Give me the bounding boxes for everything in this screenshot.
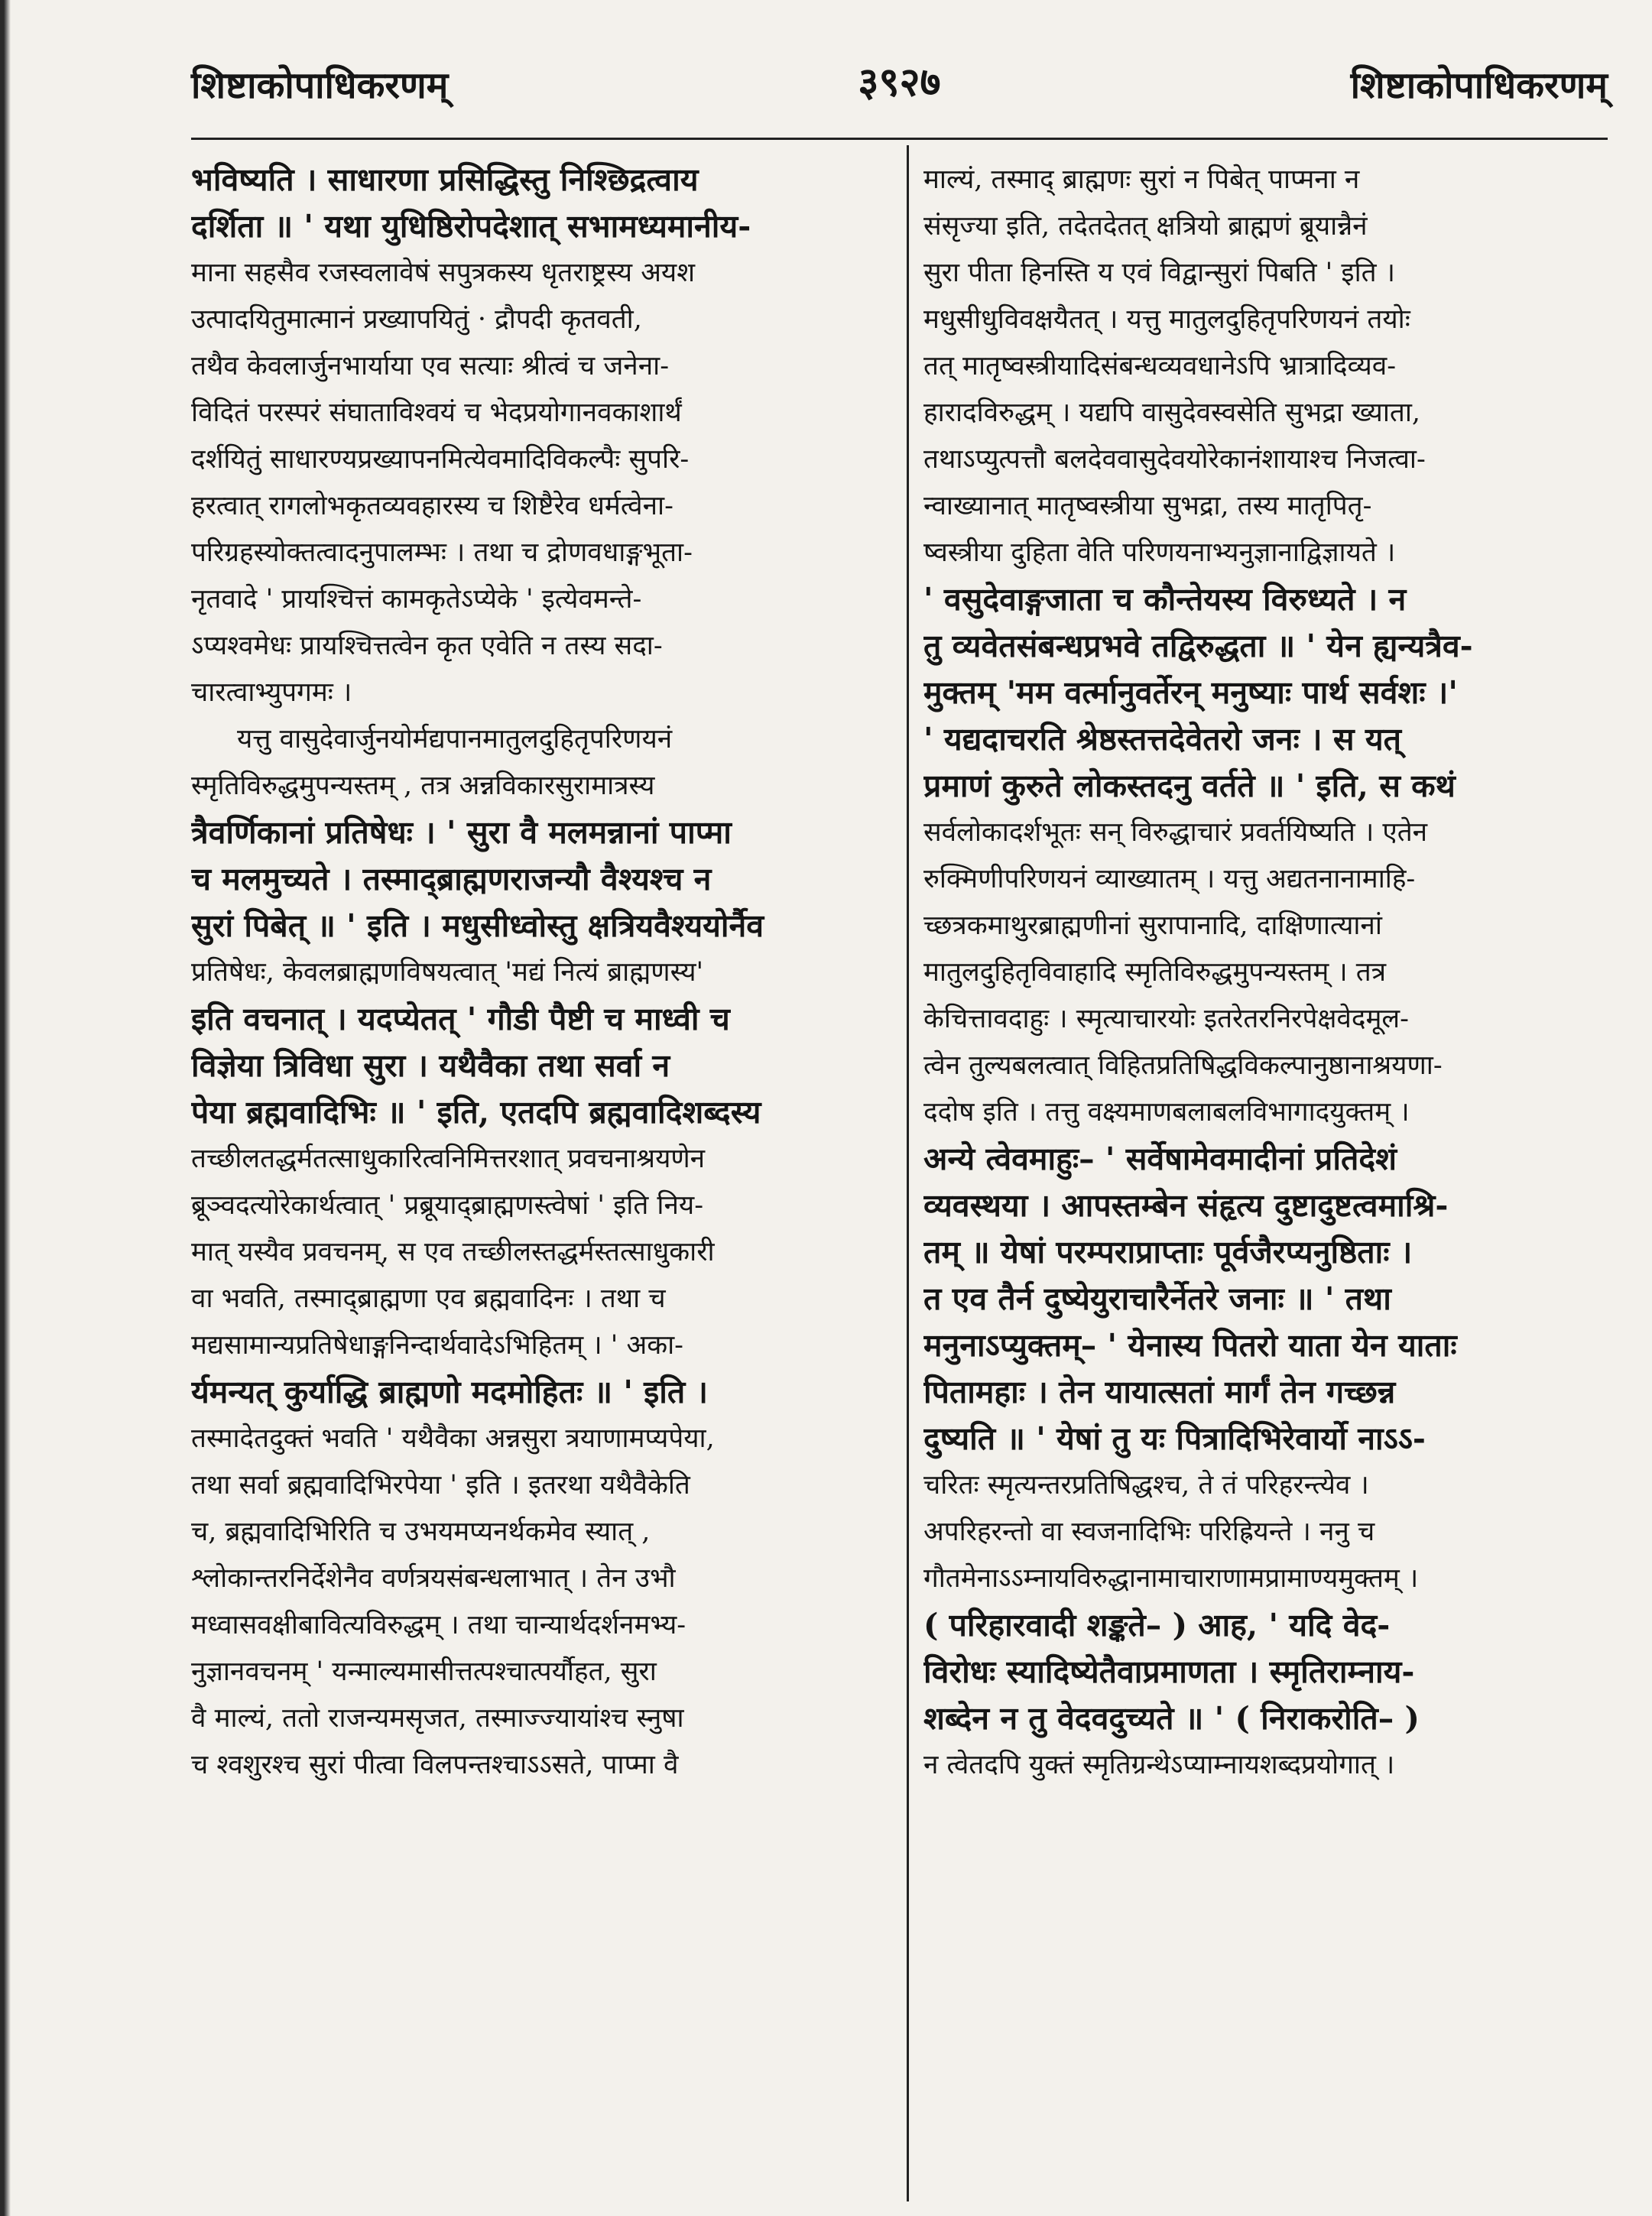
text-line: विदितं परस्परं संघाताविश्वयं च भेदप्रयोगानवकाशार्थं	[191, 397, 682, 428]
text-line: ऽप्यश्वमेधः प्रायश्चित्तत्वेन कृत एवेति न तस्य सदा-	[191, 631, 663, 661]
text-line: मद्यसामान्यप्रतिषेधाङ्गनिन्दार्थवादेऽभिहितम् । ' अका-	[191, 1330, 683, 1361]
text-line: तथा सर्वा ब्रह्मवादिभिरपेया ' इति । इतरथा यथैवैकेति	[191, 1470, 690, 1501]
text-line: दर्शयितुं साधारण्यप्रख्यापनमित्येवमादिविकल्पैः सुपरि-	[191, 444, 690, 475]
text-line: त एव तैर्न दुष्येयुराचारैर्नेतरे जनाः ॥ ' तथा	[923, 1280, 1391, 1317]
text-line: मुक्तम् 'मम वर्त्मानुवर्तेरन् मनुष्याः पार्थ सर्वशः ।'	[923, 674, 1458, 711]
text-line: मनुनाऽप्युक्तम्– ' येनास्य पितरो याता येन याताः	[923, 1327, 1457, 1364]
text-line: ष्वस्त्रीया दुहिता वेति परिणयनाभ्यनुज्ञानाद्विज्ञायते ।	[923, 537, 1396, 568]
text-line: भविष्यति । साधारणा प्रसिद्धिस्तु निश्छिद्रत्वाय	[191, 161, 699, 198]
header-rule	[191, 138, 1608, 140]
text-line: हरत्वात् रागलोभकृतव्यवहारस्य च शिष्टैरेव धर्मत्वेना-	[191, 491, 673, 521]
text-line: पेया ब्रह्मवादिभिः ॥ ' इति, एतदपि ब्रह्मवादिशब्दस्य	[191, 1094, 761, 1131]
text-line: वै माल्यं, ततो राजन्यमसृजत, तस्माज्ज्यायांश्च स्नुषा	[191, 1703, 684, 1734]
text-line: संसृज्या इति, तदेतदेतत् क्षत्रियो ब्राह्मणं ब्रूयान्नैनं	[923, 211, 1368, 242]
text-line: परिग्रहस्योक्तत्वादनुपालम्भः । तथा च द्रोणवधाङ्गभूता-	[191, 537, 693, 568]
text-line: विरोधः स्यादिष्येतैवाप्रमाणता । स्मृतिराम्नाय-	[923, 1653, 1415, 1690]
text-line: त्रैवर्णिकानां प्रतिषेधः । ' सुरा वै मलमन्नानां पाप्मा	[191, 814, 732, 851]
text-line: मध्वासवक्षीबावित्यविरुद्धम् । तथा चान्यार्थदर्शनमभ्य-	[191, 1610, 686, 1640]
text-line: तच्छीलतद्धर्मतत्साधुकारित्वनिमित्तरशात् प्रवचनाश्रयणेन	[191, 1144, 706, 1174]
text-line: तस्मादेतदुक्तं भवति ' यथैवैका अन्नसुरा त्रयाणामप्यपेया,	[191, 1423, 715, 1454]
text-line: न त्वेतदपि युक्तं स्मृतिग्रन्थेऽप्याम्नायशब्दप्रयोगात् ।	[923, 1750, 1395, 1780]
text-line: च, ब्रह्मवादिभिरिति च उभयमप्यनर्थकमेव स्यात् ,	[191, 1517, 651, 1547]
right-column	[923, 157, 1608, 2198]
text-line: उत्पादयितुमात्मानं प्रख्यापयितुं · द्रौपदी कृतवती,	[191, 304, 642, 335]
text-line: ' यद्यदाचरति श्रेष्ठस्तत्तदेवेतरो जनः । स यत्	[923, 721, 1402, 758]
text-line: मात् यस्यैव प्रवचनम्, स एव तच्छीलस्तद्धर्मस्तत्साधुकारी	[191, 1237, 715, 1267]
text-line: च मलमुच्यते । तस्माद्ब्राह्मणराजन्यौ वैश्यश्च न	[191, 861, 712, 897]
text-line: तथाऽप्युत्पत्तौ बलदेववासुदेवयोरेकानंशायाश्च निजत्वा-	[923, 444, 1426, 475]
text-line: चरितः स्मृत्यन्तरप्रतिषिद्धश्च, ते तं परिहरन्त्येव ।	[923, 1470, 1369, 1501]
text-line: ब्रूञ्वदत्योरेकार्थत्वात् ' प्रब्रूयाद्ब्राह्मणस्त्वेषां ' इति निय-	[191, 1190, 704, 1221]
text-line: तु व्यवेतसंबन्धप्रभवे तद्विरुद्धता ॥ ' येन ह्यन्यत्रैव-	[923, 628, 1473, 664]
text-line: सुरा पीता हिनस्ति य एवं विद्वान्सुरां पिबति ' इति ।	[923, 258, 1396, 288]
running-header	[191, 60, 1608, 121]
text-line: प्रतिषेधः, केवलब्राह्मणविषयत्वात् 'मद्यं नित्यं ब्राह्मणस्य'	[191, 957, 704, 988]
text-line: तथैव केवलार्जुनभार्याया एव सत्याः श्रीत्वं च जनेना-	[191, 351, 670, 381]
book-spine-edge	[0, 0, 11, 2216]
text-line: हारादविरुद्धम् । यद्यपि वासुदेवस्वसेति सुभद्रा ख्याता,	[923, 397, 1421, 428]
text-line: अन्ये त्वेवमाहुः– ' सर्वेषामेवमादीनां प्रतिदेशं	[923, 1140, 1397, 1177]
text-line: माल्यं, तस्माद् ब्राह्मणः सुरां न पिबेत् पाप्मना न	[923, 164, 1360, 195]
text-line: र्यमन्यत् कुर्याद्धि ब्राह्मणो मदमोहितः ॥ ' इति ।	[191, 1374, 709, 1410]
text-line: ददोष इति । तत्तु वक्ष्यमाणबलाबलविभागादयुक्तम् ।	[923, 1097, 1410, 1127]
text-line: पितामहाः । तेन यायात्सतां मार्गं तेन गच्छन्न	[923, 1374, 1396, 1410]
text-line: व्यवस्थया । आपस्तम्बेन संहृत्य दुष्टादुष्टत्वमाश्रि-	[923, 1187, 1449, 1224]
text-line: तम् ॥ येषां परम्पराप्राप्ताः पूर्वजैरप्यनुष्ठिताः ।	[923, 1234, 1413, 1270]
text-line: च श्वशुरश्च सुरां पीत्वा विलपन्तश्चाऽऽसते, पाप्मा वै	[191, 1750, 679, 1780]
text-line: नृतवादे ' प्रायश्चित्तं कामकृतेऽप्येके ' इत्येवमन्ते-	[191, 584, 642, 615]
page-number: ३९२७	[858, 59, 941, 105]
text-line: सर्वलोकादर्शभूतः सन् विरुद्धाचारं प्रवर्तयिष्यति । एतेन	[923, 817, 1428, 848]
text-line: वा भवति, तस्माद्ब्राह्मणा एव ब्रह्मवादिनः । तथा च	[191, 1283, 666, 1314]
text-line: अपरिहरन्तो वा स्वजनादिभिः परिह्रियन्ते । ननु च	[923, 1517, 1375, 1547]
text-line: प्रमाणं कुरुते लोकस्तदनु वर्तते ॥ ' इति, स कथं	[923, 767, 1456, 804]
text-line: दर्शिता ॥ ' यथा युधिष्ठिरोपदेशात् सभामध्यमानीय-	[191, 208, 751, 245]
text-line: श्लोकान्तरनिर्देशेनैव वर्णत्रयसंबन्धलाभात् । तेन उभौ	[191, 1563, 676, 1594]
left-column	[191, 157, 891, 2198]
text-line: केचित्तावदाहुः । स्मृत्याचारयोः इतरेतरनिरपेक्षवेदमूल-	[923, 1004, 1409, 1034]
text-line: त्वेन तुल्यबलत्वात् विहितप्रतिषिद्धविकल्पानुष्ठानाश्रयणा-	[923, 1050, 1443, 1081]
text-line: माना सहसैव रजस्वलावेषं सपुत्रकस्य धृतराष्ट्रस्य अयश	[191, 258, 696, 288]
column-divider	[907, 145, 909, 2201]
text-line: इति वचनात् । यदप्येतत् ' गौडी पैष्टी च माध्वी च	[191, 1001, 730, 1037]
text-line: मातुलदुहितृविवाहादि स्मृतिविरुद्धमुपन्यस्तम् । तत्र	[923, 957, 1387, 988]
text-line: तत् मातृष्वस्त्रीयादिसंबन्धव्यवधानेऽपि भ्रात्रादिव्यव-	[923, 351, 1397, 381]
header-right-title: शिष्टाकोपाधिकरणम्	[1350, 64, 1608, 107]
text-line: मधुसीधुविवक्षयैतत् । यत्तु मातुलदुहितृपरिणयनं तयोः	[923, 304, 1410, 335]
text-line: रुक्मिणीपरिणयनं व्याख्यातम् । यत्तु अद्यतनानामाहि-	[923, 864, 1416, 894]
text-line: नुज्ञानवचनम् ' यन्माल्यमासीत्तत्पश्चात्पर्यौहत, सुरा	[191, 1656, 657, 1687]
text-line: चारत्वाभ्युपगमः ।	[191, 677, 352, 708]
text-line: विज्ञेया त्रिविधा सुरा । यथैवैका तथा सर्वा न	[191, 1047, 670, 1084]
text-line: गौतमेनाऽऽम्नायविरुद्धानामाचाराणामप्रामाण्यमुक्तम् ।	[923, 1563, 1419, 1594]
text-line: ' वसुदेवाङ्गजाता च कौन्तेयस्य विरुध्यते । न	[923, 581, 1407, 618]
text-line: सुरां पिबेत् ॥ ' इति । मधुसीध्वोस्तु क्षत्रियवैश्ययोर्नैव	[191, 907, 764, 944]
text-line: शब्देन न तु वेदवदुच्यते ॥ ' ( निराकरोति– )	[923, 1700, 1420, 1737]
text-line: स्मृतिविरुद्धमुपन्यस्तम् , तत्र अन्नविकारसुरामात्रस्य	[191, 771, 655, 801]
text-line: न्वाख्यानात् मातृष्वस्त्रीया सुभद्रा, तस्य मातृपितृ-	[923, 491, 1372, 521]
text-line: यत्तु वासुदेवार्जुनयोर्मद्यपानमातुलदुहितृपरिणयनं	[237, 724, 673, 754]
text-line: ( परिहारवादी शङ्कते– ) आह, ' यदि वेद-	[923, 1607, 1391, 1643]
header-left-title: शिष्टाकोपाधिकरणम्	[191, 64, 449, 107]
text-line: दुष्यति ॥ ' येषां तु यः पित्रादिभिरेवार्यो नाऽऽ-	[923, 1420, 1426, 1457]
text-line: च्छत्रकमाथुरब्राह्मणीनां सुरापानादि, दाक्षिणात्यानां	[923, 910, 1382, 941]
